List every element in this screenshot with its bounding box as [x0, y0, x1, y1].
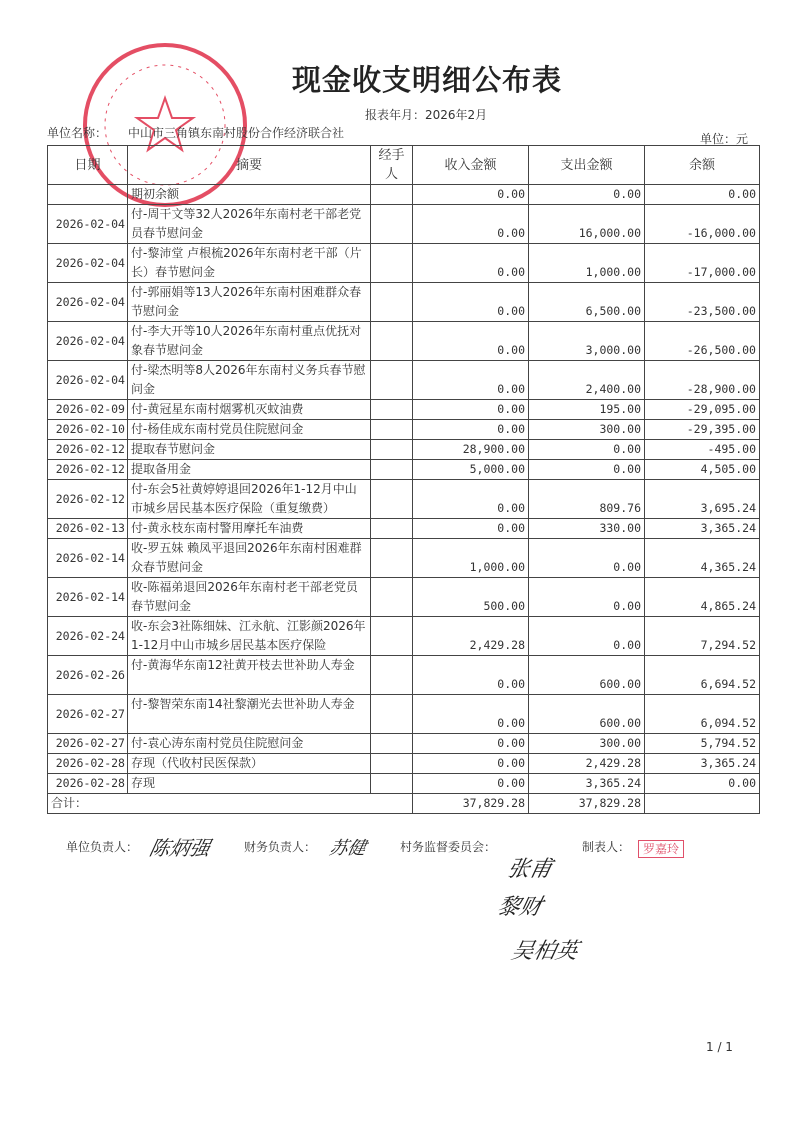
- date-cell: 2026-02-14: [48, 578, 128, 617]
- summary-cell: 付-李大开等10人2026年东南村重点优抚对象春节慰问金: [128, 322, 371, 361]
- report-period: 报表年月：2026年2月: [365, 108, 488, 122]
- unit-head-label: 单位负责人：: [66, 840, 139, 854]
- currency-unit: 单位：元: [699, 132, 748, 146]
- handler-cell: [371, 754, 413, 774]
- handler-cell: [371, 420, 413, 440]
- opening-row: [48, 185, 760, 205]
- handler-cell: [371, 205, 413, 244]
- total-balance: [645, 794, 760, 814]
- summary-cell: 存现（代收村民医保款）: [128, 754, 371, 774]
- expense-cell: 2,429.28: [529, 754, 645, 774]
- table-row: [48, 283, 760, 322]
- income-cell: 0.00: [413, 754, 529, 774]
- income-cell: 5,000.00: [413, 460, 529, 480]
- table-row: [48, 774, 760, 794]
- handler-cell: [371, 695, 413, 734]
- income-cell: 2,429.28: [413, 617, 529, 656]
- expense-cell: 300.00: [529, 420, 645, 440]
- header-balance: 余额: [645, 146, 760, 185]
- income-cell: 0.00: [413, 361, 529, 400]
- income-cell: 0.00: [413, 734, 529, 754]
- table-row: [48, 519, 760, 539]
- balance-cell: 3,365.24: [645, 519, 760, 539]
- supervision-signature-2: 黎财: [494, 895, 545, 920]
- date-cell: 2026-02-14: [48, 539, 128, 578]
- income-cell: 28,900.00: [413, 440, 529, 460]
- page-title: 现金收支明细公布表: [291, 63, 562, 97]
- income-cell: 0.00: [413, 480, 529, 519]
- table-row: [48, 400, 760, 420]
- date-cell: [48, 185, 128, 205]
- date-cell: 2026-02-28: [48, 774, 128, 794]
- table-row: [48, 695, 760, 734]
- balance-cell: -29,095.00: [645, 400, 760, 420]
- summary-cell: 付-东会5社黄婷婷退回2026年1-12月中山市城乡居民基本医疗保险（重复缴费）: [128, 480, 371, 519]
- unit-name: 中山市三角镇东南村股份合作经济联合社: [128, 126, 345, 140]
- income-cell: 0.00: [413, 244, 529, 283]
- table-row: [48, 440, 760, 460]
- balance-cell: 0.00: [645, 185, 760, 205]
- income-cell: 0.00: [413, 400, 529, 420]
- balance-cell: 6,694.52: [645, 656, 760, 695]
- table-row: [48, 480, 760, 519]
- header-handler: 经手人: [371, 146, 413, 185]
- income-cell: 0.00: [413, 656, 529, 695]
- handler-cell: [371, 460, 413, 480]
- expense-cell: 0.00: [529, 539, 645, 578]
- date-cell: 2026-02-27: [48, 695, 128, 734]
- balance-cell: 0.00: [645, 774, 760, 794]
- expense-cell: 0.00: [529, 578, 645, 617]
- expense-cell: 3,365.24: [529, 774, 645, 794]
- date-cell: 2026-02-12: [48, 440, 128, 460]
- table-row: [48, 754, 760, 774]
- supervision-label: 村务监督委员会：: [400, 840, 497, 854]
- date-cell: 2026-02-13: [48, 519, 128, 539]
- expense-cell: 6,500.00: [529, 283, 645, 322]
- date-cell: 2026-02-04: [48, 244, 128, 283]
- table-row: [48, 361, 760, 400]
- header-summary: 摘要: [128, 146, 371, 185]
- table-row: [48, 420, 760, 440]
- handler-cell: [371, 656, 413, 695]
- balance-cell: 4,365.24: [645, 539, 760, 578]
- date-cell: 2026-02-26: [48, 656, 128, 695]
- handler-cell: [371, 283, 413, 322]
- expense-cell: 195.00: [529, 400, 645, 420]
- handler-cell: [371, 480, 413, 519]
- summary-cell: 收-陈福弟退回2026年东南村老干部老党员春节慰问金: [128, 578, 371, 617]
- summary-cell: 付-梁杰明等8人2026年东南村义务兵春节慰问金: [128, 361, 371, 400]
- expense-cell: 600.00: [529, 656, 645, 695]
- summary-cell: 收-罗五妹 赖凤平退回2026年东南村困难群众春节慰问金: [128, 539, 371, 578]
- income-cell: 1,000.00: [413, 539, 529, 578]
- summary-cell: 提取备用金: [128, 460, 371, 480]
- table-row: [48, 734, 760, 754]
- table-row: [48, 322, 760, 361]
- date-cell: 2026-02-04: [48, 205, 128, 244]
- balance-cell: 4,505.00: [645, 460, 760, 480]
- handler-cell: [371, 322, 413, 361]
- balance-cell: -29,395.00: [645, 420, 760, 440]
- preparer-label: 制表人：: [582, 840, 631, 854]
- date-cell: 2026-02-04: [48, 361, 128, 400]
- table-row: [48, 539, 760, 578]
- summary-cell: 付-黎沛堂 卢根梳2026年东南村老干部（片长）春节慰问金: [128, 244, 371, 283]
- expense-cell: 2,400.00: [529, 361, 645, 400]
- balance-cell: 6,094.52: [645, 695, 760, 734]
- table-row: [48, 244, 760, 283]
- income-cell: 0.00: [413, 185, 529, 205]
- summary-cell: 收-东会3社陈细妹、江永航、江影颜2026年1-12月中山市城乡居民基本医疗保险: [128, 617, 371, 656]
- expense-cell: 300.00: [529, 734, 645, 754]
- expense-cell: 330.00: [529, 519, 645, 539]
- summary-cell: 付-周干文等32人2026年东南村老干部老党员春节慰问金: [128, 205, 371, 244]
- handler-cell: [371, 440, 413, 460]
- handler-cell: [371, 519, 413, 539]
- page-number: 1 / 1: [706, 1040, 733, 1054]
- expense-cell: 3,000.00: [529, 322, 645, 361]
- table-row: [48, 460, 760, 480]
- header-expense: 支出金额: [529, 146, 645, 185]
- summary-cell: 期初余额: [128, 185, 371, 205]
- summary-cell: 付-黎智荣东南14社黎潮光去世补助人寿金: [128, 695, 371, 734]
- date-cell: 2026-02-09: [48, 400, 128, 420]
- summary-cell: 付-杨佳成东南村党员住院慰问金: [128, 420, 371, 440]
- balance-cell: -23,500.00: [645, 283, 760, 322]
- table-row: [48, 205, 760, 244]
- summary-cell: 付-袁心涛东南村党员住院慰问金: [128, 734, 371, 754]
- balance-cell: 5,794.52: [645, 734, 760, 754]
- date-cell: 2026-02-27: [48, 734, 128, 754]
- balance-cell: -28,900.00: [645, 361, 760, 400]
- handler-cell: [371, 185, 413, 205]
- date-cell: 2026-02-12: [48, 480, 128, 519]
- handler-cell: [371, 361, 413, 400]
- date-cell: 2026-02-24: [48, 617, 128, 656]
- finance-head-label: 财务负责人：: [244, 840, 317, 854]
- handler-cell: [371, 539, 413, 578]
- expense-cell: 0.00: [529, 440, 645, 460]
- balance-cell: -26,500.00: [645, 322, 760, 361]
- finance-head-signature: 苏健: [327, 838, 368, 859]
- date-cell: 2026-02-12: [48, 460, 128, 480]
- preparer-stamp: 罗嘉玲: [638, 840, 684, 858]
- date-cell: 2026-02-04: [48, 283, 128, 322]
- header-income: 收入金额: [413, 146, 529, 185]
- total-income: 37,829.28: [413, 794, 529, 814]
- summary-cell: 付-黄海华东南12社黄开枝去世补助人寿金: [128, 656, 371, 695]
- handler-cell: [371, 734, 413, 754]
- balance-cell: -495.00: [645, 440, 760, 460]
- expense-cell: 1,000.00: [529, 244, 645, 283]
- expense-cell: 0.00: [529, 185, 645, 205]
- expense-cell: 809.76: [529, 480, 645, 519]
- table-row: [48, 617, 760, 656]
- income-cell: 500.00: [413, 578, 529, 617]
- date-cell: 2026-02-04: [48, 322, 128, 361]
- supervision-signature-1: 张甫: [504, 857, 555, 882]
- balance-cell: -16,000.00: [645, 205, 760, 244]
- income-cell: 0.00: [413, 283, 529, 322]
- table-row: [48, 578, 760, 617]
- income-cell: 0.00: [413, 205, 529, 244]
- balance-cell: -17,000.00: [645, 244, 760, 283]
- income-cell: 0.00: [413, 695, 529, 734]
- total-label: 合计：: [48, 794, 413, 814]
- summary-cell: 付-郭丽娟等13人2026年东南村困难群众春节慰问金: [128, 283, 371, 322]
- handler-cell: [371, 617, 413, 656]
- total-expense: 37,829.28: [529, 794, 645, 814]
- unit-name-label: 单位名称：: [47, 126, 108, 140]
- total-row: [48, 794, 760, 814]
- handler-cell: [371, 244, 413, 283]
- supervision-signature-3: 吴柏英: [508, 939, 581, 964]
- header-date: 日期: [48, 146, 128, 185]
- expense-cell: 16,000.00: [529, 205, 645, 244]
- summary-cell: 提取春节慰问金: [128, 440, 371, 460]
- balance-cell: 3,695.24: [645, 480, 760, 519]
- balance-cell: 4,865.24: [645, 578, 760, 617]
- summary-cell: 付-黄永枝东南村警用摩托车油费: [128, 519, 371, 539]
- handler-cell: [371, 578, 413, 617]
- expense-cell: 0.00: [529, 460, 645, 480]
- expense-cell: 600.00: [529, 695, 645, 734]
- unit-head-signature: 陈炳强: [147, 836, 213, 860]
- date-cell: 2026-02-10: [48, 420, 128, 440]
- summary-cell: 存现: [128, 774, 371, 794]
- handler-cell: [371, 774, 413, 794]
- income-cell: 0.00: [413, 774, 529, 794]
- expense-cell: 0.00: [529, 617, 645, 656]
- table-row: [48, 656, 760, 695]
- cash-ledger-table: [47, 145, 760, 814]
- income-cell: 0.00: [413, 322, 529, 361]
- income-cell: 0.00: [413, 519, 529, 539]
- income-cell: 0.00: [413, 420, 529, 440]
- summary-cell: 付-黄冠星东南村烟雾机灭蚊油费: [128, 400, 371, 420]
- balance-cell: 3,365.24: [645, 754, 760, 774]
- date-cell: 2026-02-28: [48, 754, 128, 774]
- handler-cell: [371, 400, 413, 420]
- balance-cell: 7,294.52: [645, 617, 760, 656]
